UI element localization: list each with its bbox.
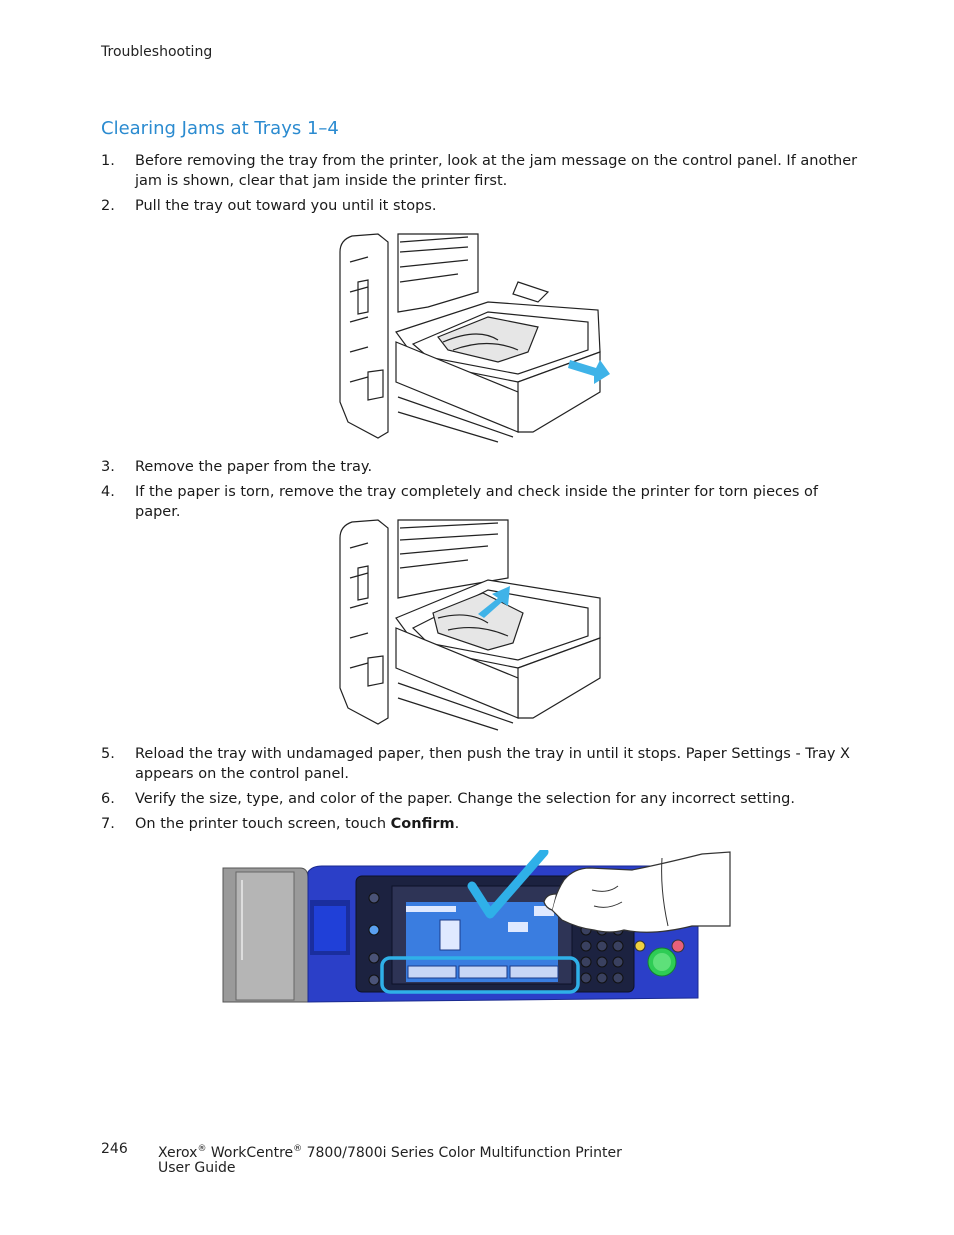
page-title: Clearing Jams at Trays 1–4	[101, 118, 339, 139]
step-text: Remove the paper from the tray.	[135, 459, 373, 475]
remove-paper-illustration	[338, 518, 613, 733]
step-number: 5.	[101, 746, 115, 762]
step-text: If the paper is torn, remove the tray completely and check inside the printer for torn pieces of paper.	[135, 484, 819, 520]
step-text: Before removing the tray from the printer, look at the jam message on the control panel. If another jam is shown, clear that jam inside the printer first.	[135, 153, 858, 189]
step-number: 3.	[101, 459, 115, 475]
running-header: Troubleshooting	[101, 44, 213, 60]
step-text: Reload the tray with undamaged paper, then push the tray in until it stops. Paper Settings - Tray X appears on the control panel.	[135, 746, 850, 782]
step-number: 2.	[101, 198, 115, 214]
step-text: On the printer touch screen, touch Confirm.	[135, 816, 460, 832]
step-number: 1.	[101, 153, 115, 169]
hand-icon	[552, 852, 730, 932]
step-number: 4.	[101, 484, 115, 500]
step-number: 7.	[101, 816, 115, 832]
step-text: Verify the size, type, and color of the paper. Change the selection for any incorrect setting.	[135, 791, 795, 807]
page-number: 246	[101, 1141, 128, 1157]
product-name: Xerox® WorkCentre® 7800/7800i Series Color Multifunction Printer	[158, 1144, 622, 1161]
control-panel-illustration	[222, 850, 732, 1008]
step-text: Pull the tray out toward you until it stops.	[135, 198, 437, 214]
guide-name: User Guide	[158, 1160, 236, 1176]
step-number: 6.	[101, 791, 115, 807]
confirm-label: Confirm	[390, 816, 455, 832]
tray-pulled-out-illustration	[338, 232, 613, 444]
